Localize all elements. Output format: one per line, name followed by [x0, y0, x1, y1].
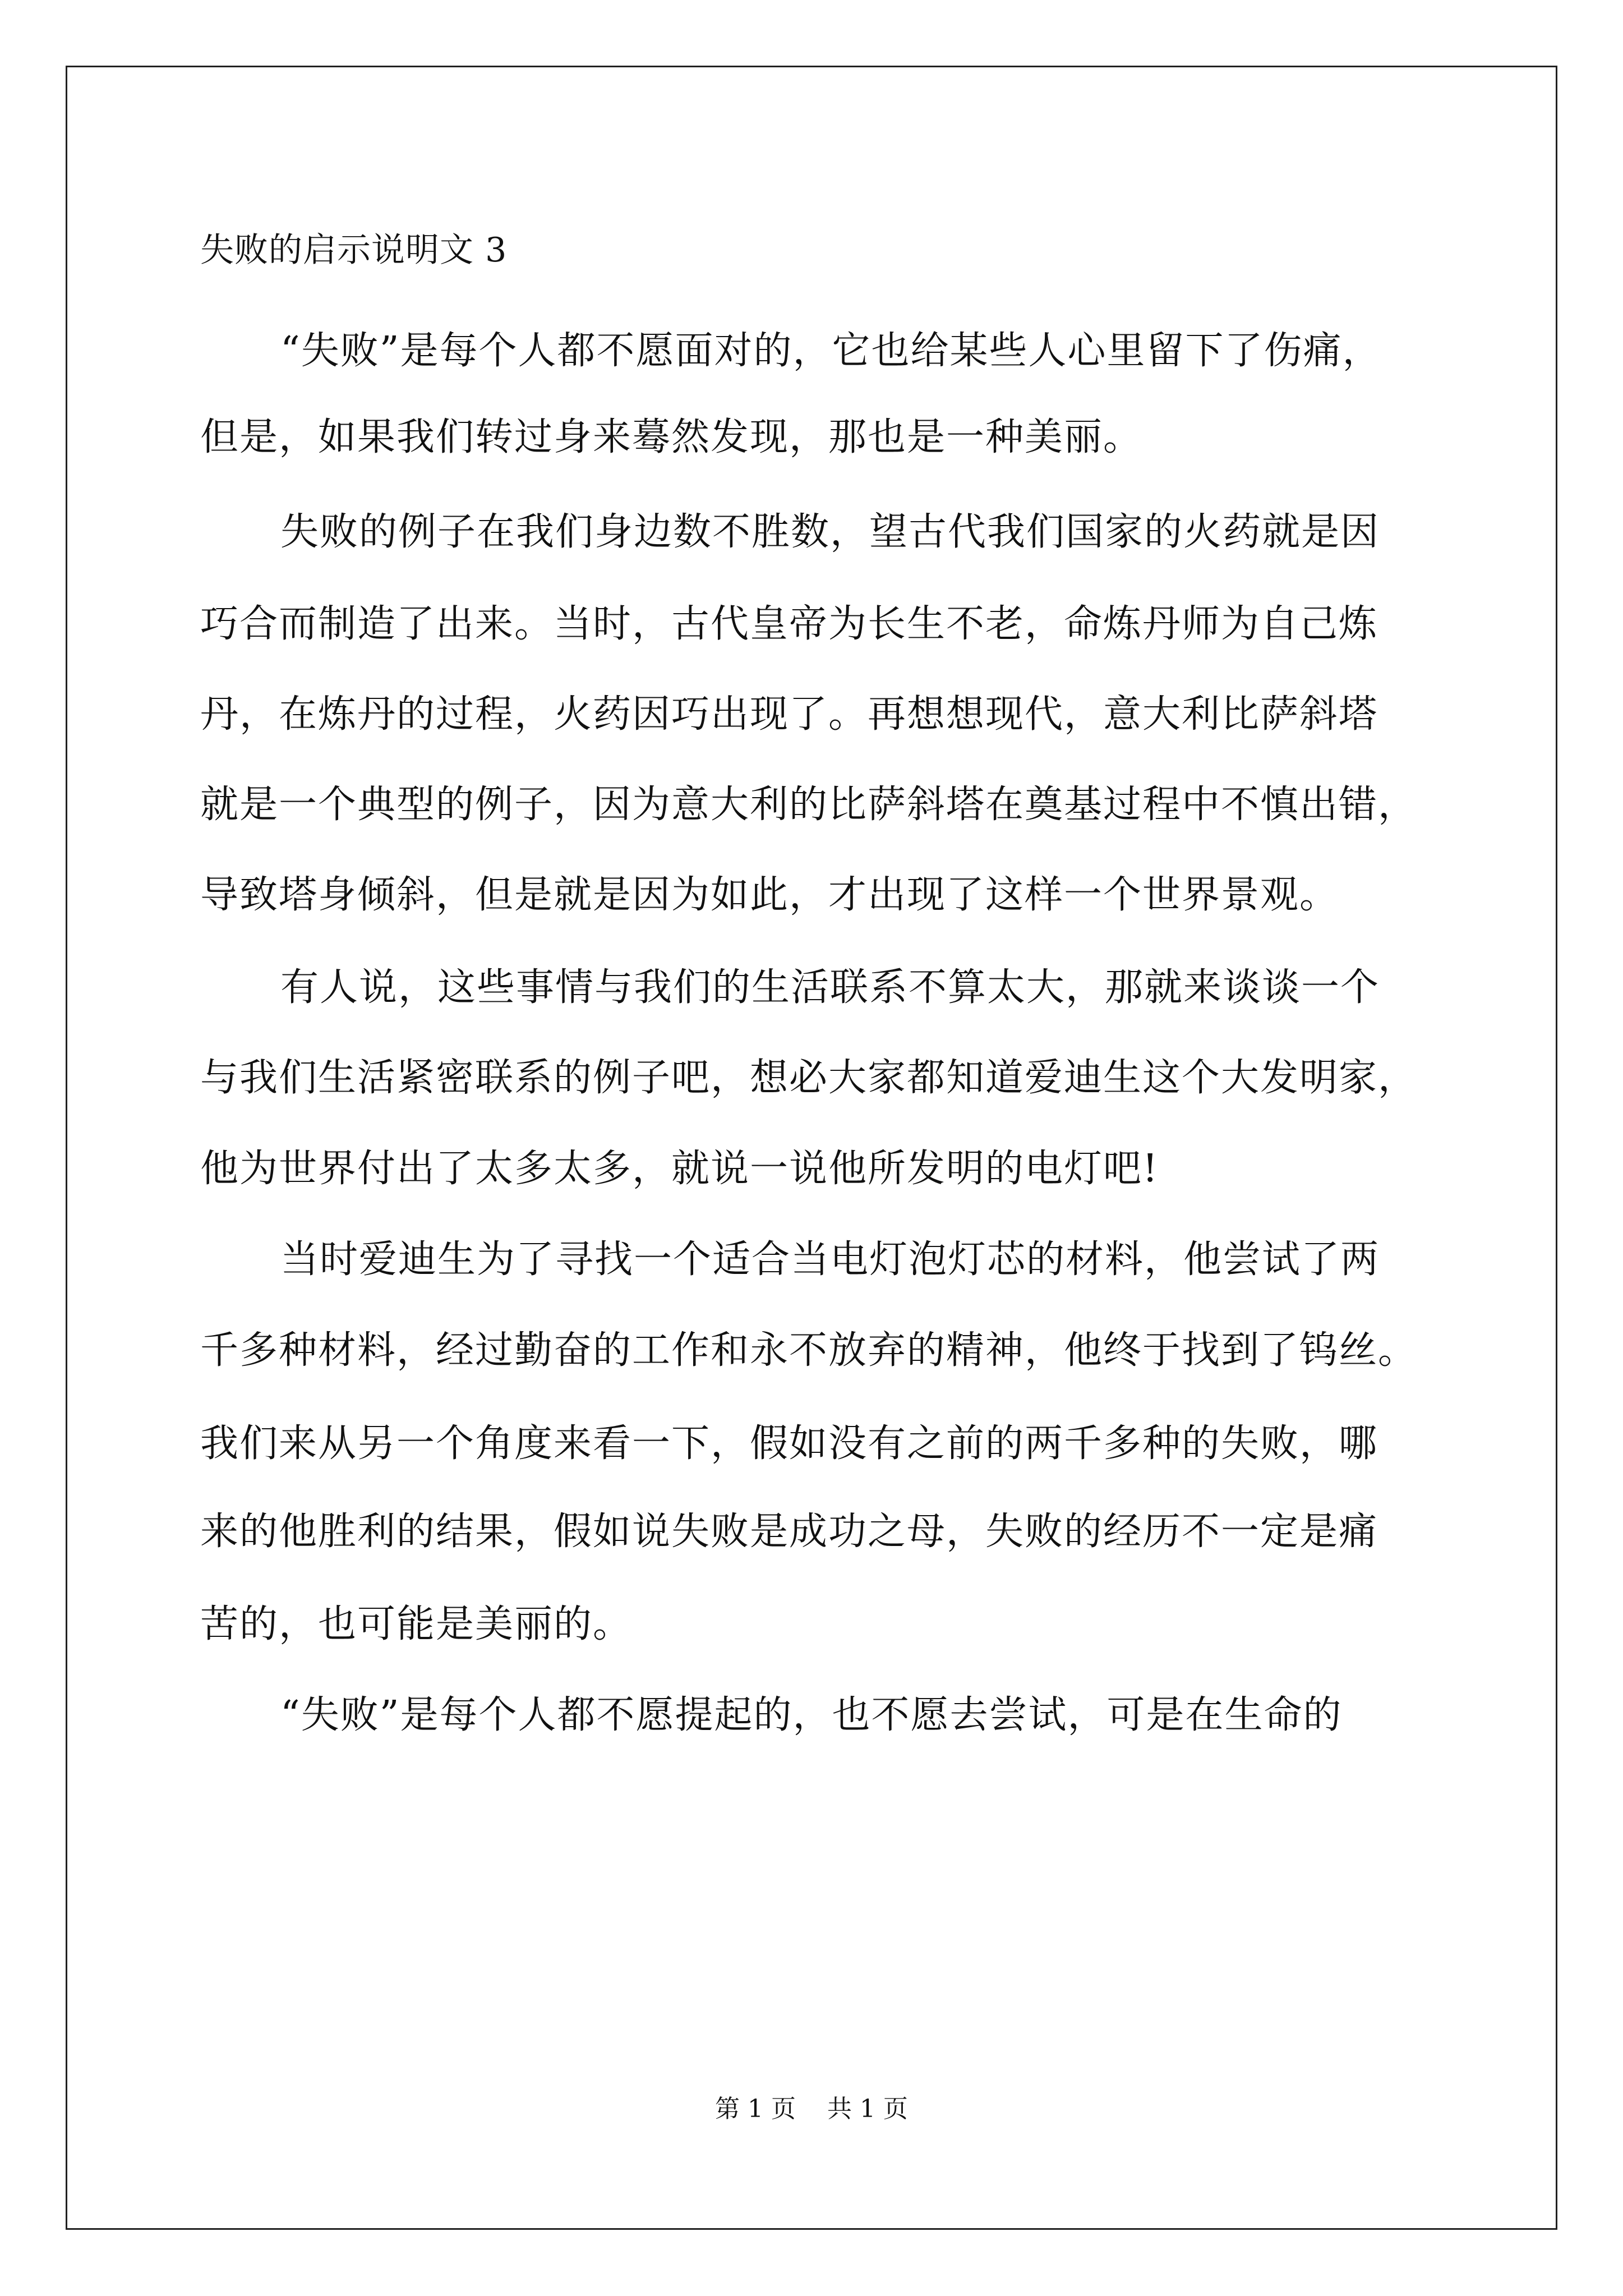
page-footer: 第 1 页 共 1 页: [715, 2095, 908, 2123]
paragraph-2-line-5: 导致塔身倾斜，但是就是因为如此，才出现了这样一个世界景观。: [200, 873, 1339, 917]
paragraph-1-line-1: “失败”是每个人都不愿面对的，它也给某些人心里留下了伤痛，: [280, 329, 1382, 373]
paragraph-4-line-3: 我们来从另一个角度来看一下，假如没有之前的两千多种的失败，哪: [200, 1421, 1378, 1466]
paragraph-4-line-2: 千多种材料，经过勤奋的工作和永不放弃的精神，他终于找到了钨丝。: [200, 1328, 1418, 1373]
paragraph-2-line-1: 失败的例子在我们身边数不胜数，望古代我们国家的火药就是因: [280, 510, 1380, 554]
paragraph-4-line-5: 苦的，也可能是美丽的。: [200, 1602, 633, 1646]
paragraph-4-line-1: 当时爱迪生为了寻找一个适合当电灯泡灯芯的材料，他尝试了两: [280, 1237, 1380, 1282]
paragraph-2-line-4: 就是一个典型的例子，因为意大利的比萨斜塔在奠基过程中不慎出错，: [200, 783, 1418, 827]
paragraph-3-line-3: 他为世界付出了太多太多，就说一说他所发明的电灯吧!: [200, 1147, 1159, 1191]
paragraph-2-line-2: 巧合而制造了出来。当时，古代皇帝为长生不老，命炼丹师为自己炼: [200, 602, 1378, 646]
paragraph-2-line-3: 丹，在炼丹的过程，火药因巧出现了。再想想现代，意大利比萨斜塔: [200, 692, 1378, 737]
paragraph-3-line-1: 有人说，这些事情与我们的生活联系不算太大，那就来谈谈一个: [280, 965, 1380, 1010]
paragraph-5-line-1: “失败”是每个人都不愿提起的，也不愿去尝试，可是在生命的: [280, 1693, 1343, 1737]
paragraph-1-line-2: 但是，如果我们转过身来蓦然发现，那也是一种美丽。: [200, 415, 1143, 459]
paragraph-4-line-4: 来的他胜利的结果，假如说失败是成功之母，失败的经历不一定是痛: [200, 1510, 1378, 1554]
paragraph-3-line-2: 与我们生活紧密联系的例子吧，想必大家都知道爱迪生这个大发明家，: [200, 1056, 1418, 1100]
document-title: 失败的启示说明文 3: [200, 231, 508, 270]
